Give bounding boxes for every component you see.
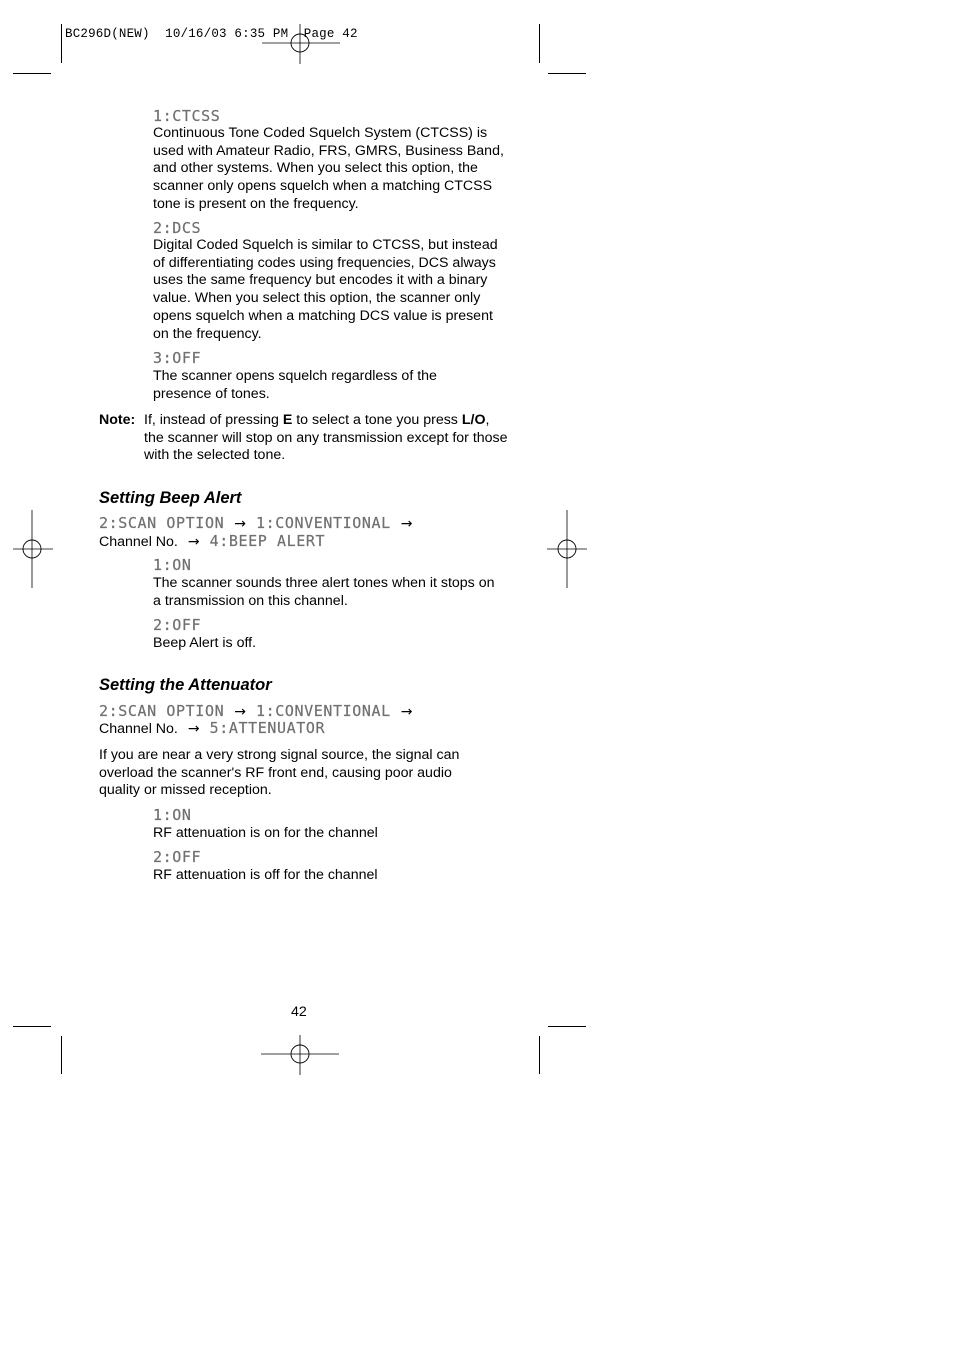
option-desc-atten-off: RF attenuation is off for the channel bbox=[153, 867, 378, 883]
option-desc-beep-on: The scanner sounds three alert tones when it stops on a transmission on this channel. bbox=[153, 575, 495, 609]
option-code-atten-off: 2:OFF bbox=[153, 848, 202, 866]
registration-mark-left bbox=[13, 510, 53, 588]
note-text-pre: If, instead of pressing bbox=[144, 412, 283, 428]
crop-mark bbox=[539, 24, 540, 63]
option-desc-beep-off: Beep Alert is off. bbox=[153, 635, 257, 651]
print-slug-header: BC296D(NEW) 10/16/03 6:35 PM Page 42 bbox=[65, 27, 358, 41]
option-desc-off: The scanner opens squelch regardless of the presence of tones. bbox=[153, 368, 437, 402]
option-desc-ctcss: Continuous Tone Coded Squelch System (CTCSS) is used with Amateur Radio, FRS, GMRS, Business Band, and other systems. When you select this option, the scanner only opens squelch when a matching CTCSS tone is present on the frequency. bbox=[153, 125, 504, 212]
menu-path-beep-line1 bbox=[99, 514, 423, 533]
page-number: 42 bbox=[291, 1004, 307, 1020]
option-code-off: 3:OFF bbox=[153, 349, 202, 367]
note-text bbox=[144, 412, 509, 465]
channel-no-label: Channel No. bbox=[99, 721, 178, 737]
crop-mark bbox=[548, 1026, 586, 1027]
section-heading-attenuator: Setting the Attenuator bbox=[99, 676, 272, 694]
option-code-atten-on: 1:ON bbox=[153, 806, 192, 824]
arrow-icon: → bbox=[400, 704, 413, 720]
registration-mark-right bbox=[547, 510, 587, 588]
arrow-icon: → bbox=[234, 704, 246, 720]
menu-path-atten-line2 bbox=[99, 719, 325, 739]
crop-mark bbox=[61, 24, 62, 63]
crop-mark bbox=[13, 1026, 51, 1027]
note-key-e: E bbox=[282, 412, 293, 428]
crop-mark bbox=[13, 73, 51, 74]
option-desc-atten-on: RF attenuation is on for the channel bbox=[153, 825, 378, 841]
note-text-mid: to select a tone you press bbox=[292, 412, 462, 428]
menu-path-conventional: 1:CONVENTIONAL bbox=[255, 702, 391, 720]
crop-mark bbox=[61, 1036, 62, 1074]
crop-mark bbox=[548, 73, 586, 74]
menu-path-attenuator: 5:ATTENUATOR bbox=[209, 719, 326, 737]
arrow-icon: → bbox=[234, 516, 246, 532]
option-code-dcs: 2:DCS bbox=[153, 219, 202, 237]
menu-path-beep-alert: 4:BEEP ALERT bbox=[209, 532, 326, 550]
attenuator-intro: If you are near a very strong signal source, the signal can overload the scanner's RF front end, causing poor audio quality or missed reception. bbox=[99, 747, 460, 799]
menu-path-scan-option: 2:SCAN OPTION bbox=[99, 702, 225, 720]
channel-no-label: Channel No. bbox=[99, 534, 178, 550]
note-text-post: , the scanner will stop on any transmission except for those with the selected tone. bbox=[144, 412, 508, 464]
arrow-icon: → bbox=[187, 721, 200, 737]
registration-mark-bottom bbox=[261, 1035, 339, 1075]
section-heading-beep-alert: Setting Beep Alert bbox=[99, 489, 242, 507]
note-key-lo: L/O bbox=[461, 412, 486, 428]
menu-path-beep-line2 bbox=[99, 532, 325, 552]
option-code-beep-on: 1:ON bbox=[153, 556, 192, 574]
menu-path-conventional: 1:CONVENTIONAL bbox=[255, 514, 391, 532]
option-desc-dcs: Digital Coded Squelch is similar to CTCSS, but instead of differentiating codes using frequencies, DCS always uses the same frequency but encodes it with a binary value. When you select this option, the scanner only opens squelch when a matching DCS value is present on the frequency. bbox=[153, 237, 498, 342]
crop-mark bbox=[539, 1036, 540, 1074]
arrow-icon: → bbox=[187, 534, 200, 550]
option-code-beep-off: 2:OFF bbox=[153, 616, 202, 634]
option-code-ctcss: 1:CTCSS bbox=[153, 107, 221, 125]
arrow-icon: → bbox=[400, 516, 413, 532]
note-label: Note: bbox=[99, 412, 136, 428]
menu-path-scan-option: 2:SCAN OPTION bbox=[99, 514, 225, 532]
